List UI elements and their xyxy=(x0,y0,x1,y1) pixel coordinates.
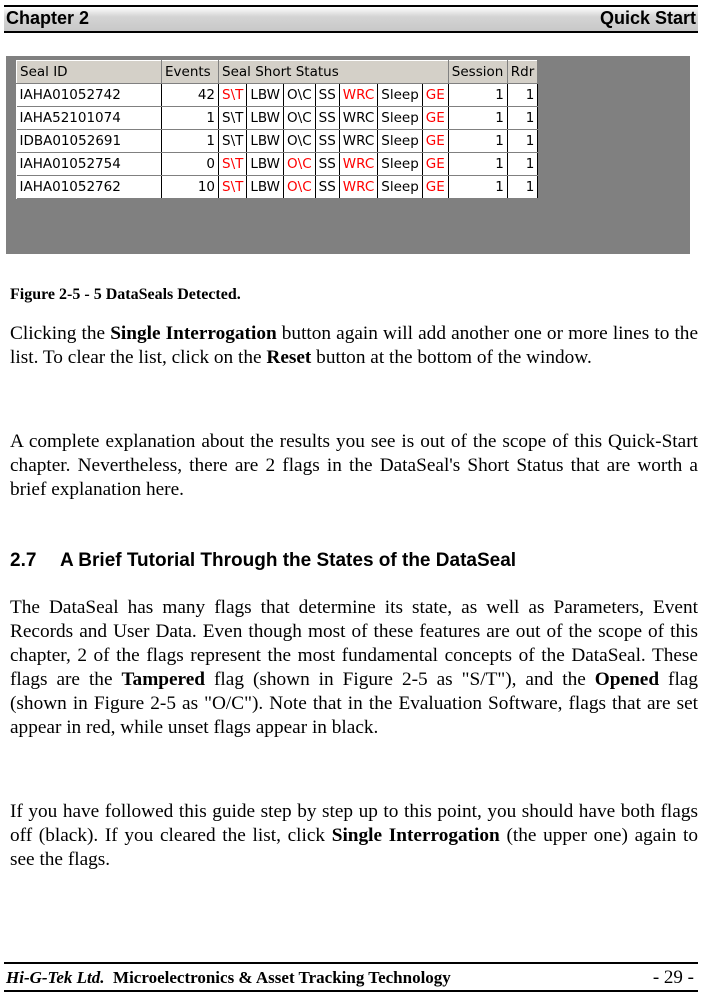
page-header xyxy=(4,5,698,33)
cell-lbw: LBW xyxy=(247,176,284,199)
paragraph-3: The DataSeal has many flags that determine its state, as well as Parameters, Event Records and User Data. Even though most of these features are out of the scope of this chapter, 2 of the flags represent the most fundamental concepts of the DataSeal. These flags are the Tampered flag (shown in Figure 2-5 as "S/T"), and the Opened flag (shown in Figure 2-5 as "O/C"). Note that in the Evaluation Software, flags that are set appear in red, while unset flags appear in black. xyxy=(10,597,699,738)
table-header-row xyxy=(17,61,538,84)
cell-st: S\T xyxy=(219,130,247,153)
cell-rdr: 1 xyxy=(507,153,538,176)
cell-ss: SS xyxy=(315,84,339,107)
paragraph-1: Clicking the Single Interrogation button again will add another one or more lines to the list. To clear the list, click on the Reset button at the bottom of the window. xyxy=(10,323,698,368)
cell-ss: SS xyxy=(315,130,339,153)
cell-sleep: Sleep xyxy=(378,176,423,199)
table-row[interactable] xyxy=(17,107,538,130)
cell-wrc: WRC xyxy=(339,107,377,130)
cell-lbw: LBW xyxy=(247,130,284,153)
cell-events: 0 xyxy=(162,153,219,176)
cell-st: S\T xyxy=(219,107,247,130)
table-row[interactable] xyxy=(17,130,538,153)
cell-wrc: WRC xyxy=(339,130,377,153)
cell-ge: GE xyxy=(422,176,448,199)
cell-oc: O\C xyxy=(284,153,316,176)
cell-st: S\T xyxy=(219,84,247,107)
cell-session: 1 xyxy=(448,176,507,199)
col-session[interactable]: Session xyxy=(448,61,507,84)
cell-ge: GE xyxy=(422,107,448,130)
cell-ge: GE xyxy=(422,130,448,153)
figure-caption: Figure 2-5 - 5 DataSeals Detected. xyxy=(10,286,241,303)
table-row[interactable] xyxy=(17,176,538,199)
cell-wrc: WRC xyxy=(339,84,377,107)
table-row[interactable] xyxy=(17,84,538,107)
cell-wrc: WRC xyxy=(339,176,377,199)
paragraph-2: A complete explanation about the results you see is out of the scope of this Quick-Start chapter. Nevertheless, there are 2 flags in the DataSeal's Short Status that are worth a brief explanation here. xyxy=(10,431,698,500)
cell-session: 1 xyxy=(448,84,507,107)
cell-lbw: LBW xyxy=(247,153,284,176)
col-rdr[interactable]: Rdr xyxy=(507,61,538,84)
cell-sleep: Sleep xyxy=(378,130,423,153)
cell-rdr: 1 xyxy=(507,130,538,153)
cell-rdr: 1 xyxy=(507,107,538,130)
page-number: - 29 - xyxy=(652,967,694,988)
cell-id: IAHA01052762 xyxy=(17,176,162,199)
company-tagline: Microelectronics & Asset Tracking Technology xyxy=(113,968,451,987)
col-events[interactable]: Events xyxy=(162,61,219,84)
cell-id: IAHA52101074 xyxy=(17,107,162,130)
seal-list-screenshot xyxy=(6,56,690,254)
cell-events: 1 xyxy=(162,130,219,153)
col-seal-short-status[interactable]: Seal Short Status xyxy=(219,61,449,84)
cell-ge: GE xyxy=(422,153,448,176)
cell-session: 1 xyxy=(448,130,507,153)
cell-id: IAHA01052754 xyxy=(17,153,162,176)
cell-lbw: LBW xyxy=(247,84,284,107)
cell-ss: SS xyxy=(315,153,339,176)
cell-st: S\T xyxy=(219,153,247,176)
cell-rdr: 1 xyxy=(507,84,538,107)
cell-wrc: WRC xyxy=(339,153,377,176)
cell-ss: SS xyxy=(315,176,339,199)
table-row[interactable] xyxy=(17,153,538,176)
cell-lbw: LBW xyxy=(247,107,284,130)
cell-sleep: Sleep xyxy=(378,153,423,176)
paragraph-4: If you have followed this guide step by step up to this point, you should have both flags off (black). If you cleared the list, click Single Interrogation (the upper one) again to see the flags. xyxy=(10,801,698,870)
seal-table xyxy=(16,60,538,199)
section-label: Quick Start xyxy=(599,8,696,28)
cell-events: 1 xyxy=(162,107,219,130)
chapter-label: Chapter 2 xyxy=(6,8,90,28)
page-footer xyxy=(4,962,698,992)
cell-sleep: Sleep xyxy=(378,107,423,130)
section-heading: 2.7 A Brief Tutorial Through the States of the DataSeal xyxy=(10,550,517,571)
cell-id: IAHA01052742 xyxy=(17,84,162,107)
cell-events: 10 xyxy=(162,176,219,199)
cell-rdr: 1 xyxy=(507,176,538,199)
cell-oc: O\C xyxy=(284,84,316,107)
cell-events: 42 xyxy=(162,84,219,107)
company-name: Hi-G-Tek Ltd. xyxy=(6,968,105,987)
cell-oc: O\C xyxy=(284,176,316,199)
cell-session: 1 xyxy=(448,153,507,176)
cell-oc: O\C xyxy=(284,107,316,130)
cell-session: 1 xyxy=(448,107,507,130)
cell-st: S\T xyxy=(219,176,247,199)
cell-sleep: Sleep xyxy=(378,84,423,107)
cell-id: IDBA01052691 xyxy=(17,130,162,153)
cell-ge: GE xyxy=(422,84,448,107)
col-seal-id[interactable]: Seal ID xyxy=(17,61,162,84)
cell-oc: O\C xyxy=(284,130,316,153)
cell-ss: SS xyxy=(315,107,339,130)
